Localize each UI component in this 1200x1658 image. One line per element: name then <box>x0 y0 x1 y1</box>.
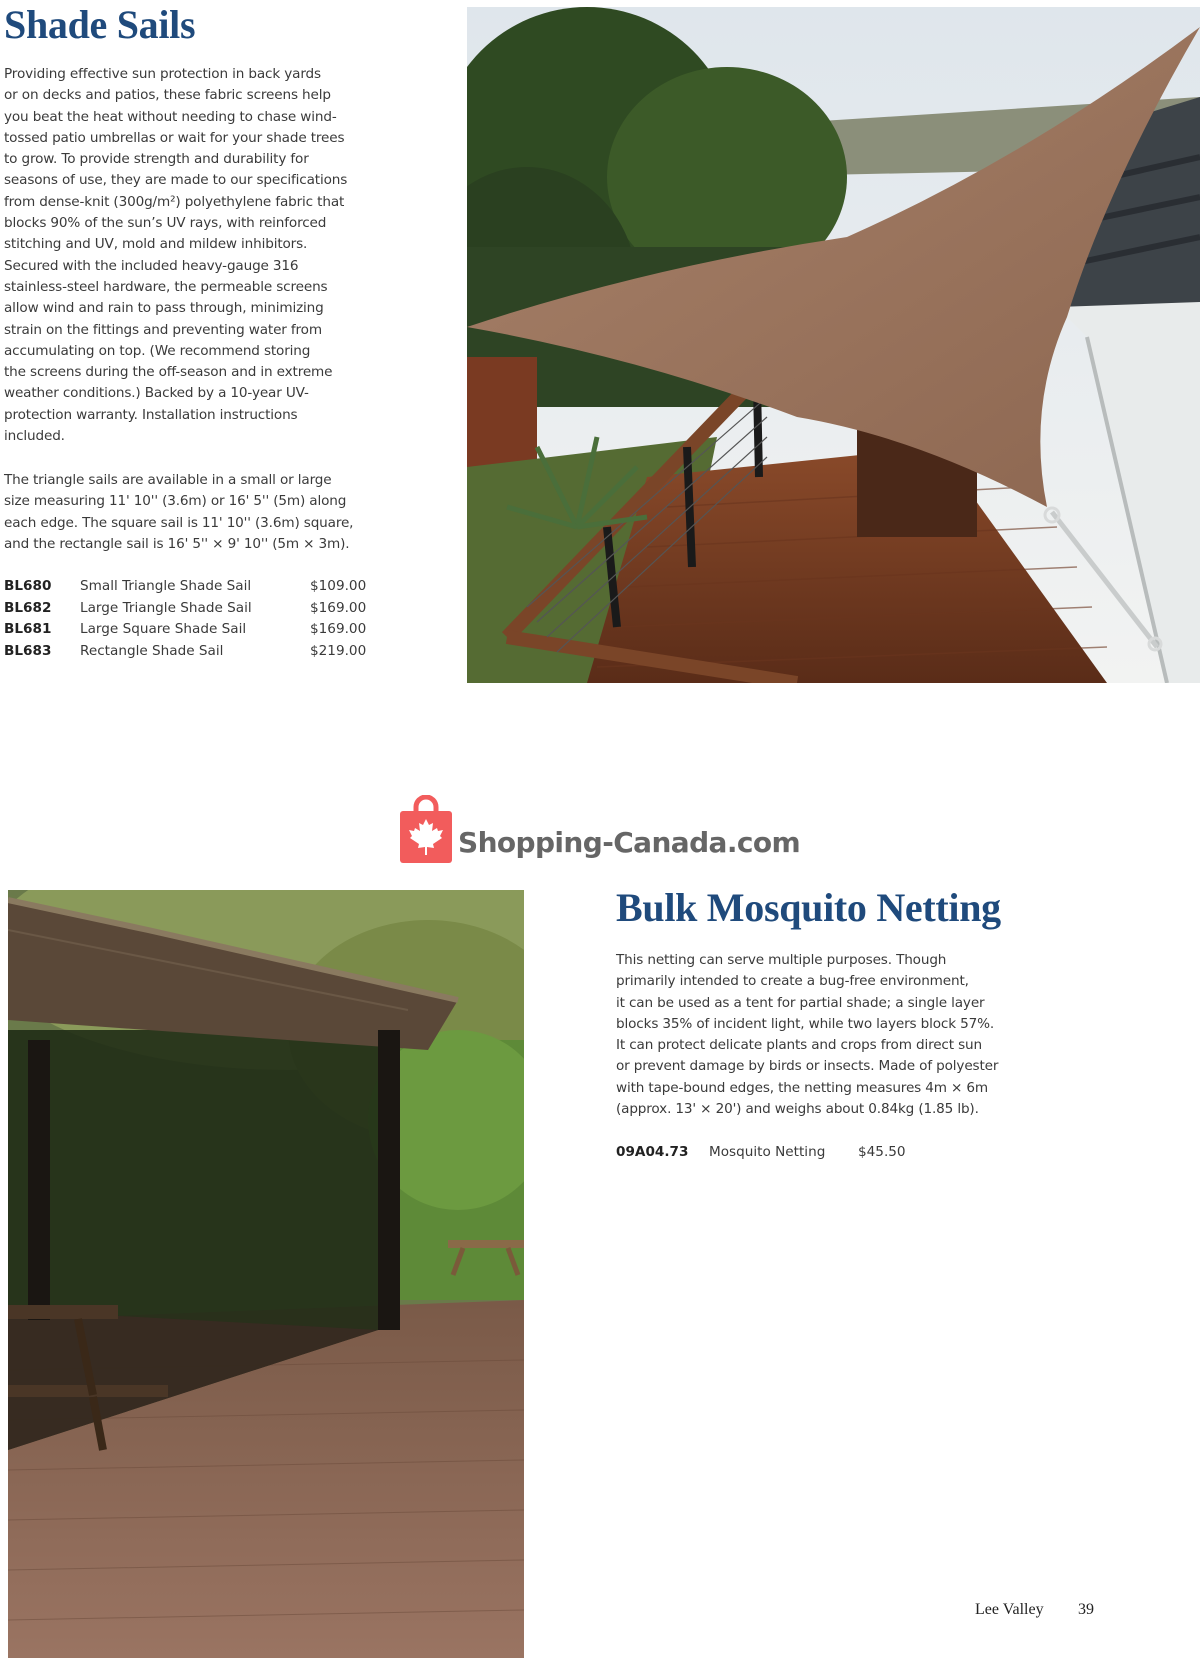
product-price: $169.00 <box>310 599 367 616</box>
text-line: Secured with the included heavy-gauge 316 <box>4 257 299 274</box>
product-name: Small Triangle Shade Sail <box>80 578 252 594</box>
text-line: or on decks and patios, these fabric screens help <box>4 87 331 104</box>
product-row <box>4 598 384 620</box>
product-row <box>4 641 384 663</box>
product-price: $45.50 <box>858 1144 906 1160</box>
product-name: Mosquito Netting <box>709 1144 826 1160</box>
product-code: 09A04.73 <box>616 1144 689 1160</box>
text-line: and the rectangle sail is 16' 5'' × 9' 10'' (5m × 3m). <box>4 535 350 552</box>
shade-sails-sizes <box>4 470 384 555</box>
mosquito-netting-title: Bulk Mosquito Netting <box>616 885 1001 930</box>
text-line: it can be used as a tent for partial shade; a single layer <box>616 994 985 1011</box>
gazebo-netting-illustration <box>8 890 524 1658</box>
text-line: with tape-bound edges, the netting measures 4m × 6m <box>616 1079 989 1096</box>
page-number: 39 <box>1078 1601 1094 1618</box>
product-row <box>4 576 384 598</box>
text-line: The triangle sails are available in a small or large <box>4 472 332 488</box>
product-row <box>616 1142 946 1164</box>
text-line: This netting can serve multiple purposes. Though <box>616 952 947 968</box>
product-row <box>4 619 384 641</box>
text-line: blocks 35% of incident light, while two layers block 57%. <box>616 1015 995 1032</box>
text-line: or prevent damage by birds or insects. Made of polyester <box>616 1058 999 1075</box>
shade-sails-product-list <box>4 576 384 662</box>
text-line: stainless-steel hardware, the permeable screens <box>4 278 328 295</box>
product-code: BL682 <box>4 599 52 616</box>
shopping-bag-maple-leaf-icon <box>400 795 452 863</box>
shade-sail-illustration <box>467 7 1200 683</box>
text-line: weather conditions.) Backed by a 10-year UV- <box>4 385 309 402</box>
product-code: BL681 <box>4 621 52 637</box>
text-line: you beat the heat without needing to chase wind- <box>4 108 337 125</box>
text-line: strain on the fittings and preventing water from <box>4 321 322 338</box>
text-line: blocks 90% of the sun’s UV rays, with reinforced <box>4 215 327 232</box>
text-line: Providing effective sun protection in back yards <box>4 66 321 82</box>
text-line: primarily intended to create a bug-free environment, <box>616 973 969 990</box>
text-line: included. <box>4 428 65 445</box>
text-line: (approx. 13' × 20') and weighs about 0.84kg (1.85 lb). <box>616 1101 979 1118</box>
text-line: protection warranty. Installation instructions <box>4 406 298 423</box>
shade-sails-title: Shade Sails <box>4 2 196 47</box>
product-name: Large Triangle Shade Sail <box>80 599 252 616</box>
product-name: Rectangle Shade Sail <box>80 642 224 659</box>
text-line: accumulating on top. (We recommend storing <box>4 342 311 359</box>
product-code: BL680 <box>4 578 52 594</box>
footer-brand: Lee Valley <box>975 1601 1044 1618</box>
shade-sail-photo <box>467 7 1200 683</box>
shade-sails-description <box>4 64 384 447</box>
text-line: It can protect delicate plants and crops from direct sun <box>616 1037 982 1054</box>
product-price: $169.00 <box>310 621 367 637</box>
text-line: from dense-knit (300g/m²) polyethylene fabric that <box>4 193 345 210</box>
product-price: $219.00 <box>310 642 367 659</box>
text-line: each edge. The square sail is 11' 10'' (3.6m) square, <box>4 514 354 531</box>
mosquito-netting-description <box>616 950 1046 1120</box>
watermark-text: Shopping-Canada.com <box>458 826 801 859</box>
text-line: size measuring 11' 10'' (3.6m) or 16' 5'' (5m) along <box>4 493 347 510</box>
text-line: to grow. To provide strength and durability for <box>4 151 309 168</box>
text-line: stitching and UV, mold and mildew inhibitors. <box>4 236 308 253</box>
product-price: $109.00 <box>310 578 367 594</box>
product-name: Large Square Shade Sail <box>80 621 247 637</box>
mosquito-netting-product-list <box>616 1142 946 1164</box>
product-code: BL683 <box>4 642 52 659</box>
text-line: tossed patio umbrellas or wait for your shade trees <box>4 129 345 146</box>
text-line: allow wind and rain to pass through, minimizing <box>4 300 324 317</box>
text-line: seasons of use, they are made to our specifications <box>4 172 348 189</box>
mosquito-netting-photo <box>8 890 524 1658</box>
text-line: the screens during the off-season and in extreme <box>4 364 333 381</box>
